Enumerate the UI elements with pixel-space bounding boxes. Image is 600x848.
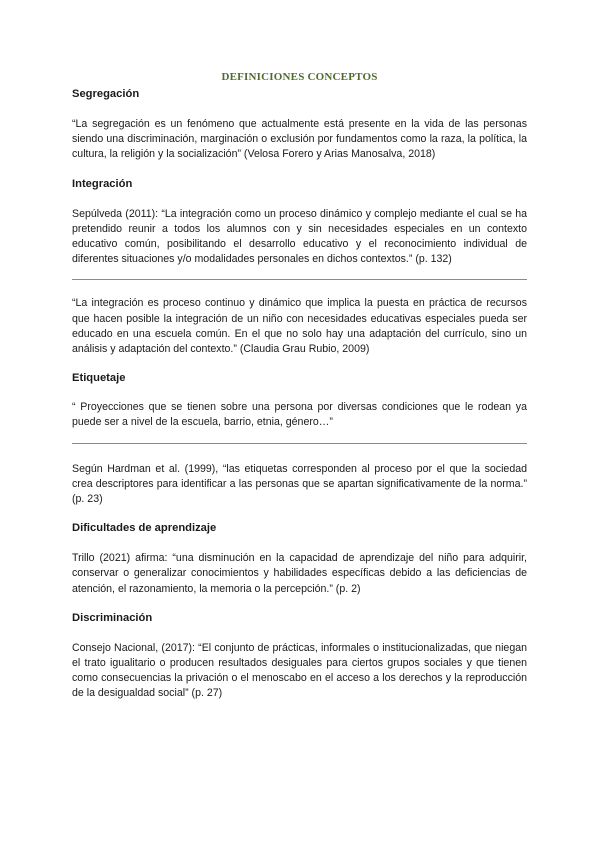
heading-segregacion: Segregación [72,88,140,100]
paragraph-dificultades: Trillo (2021) afirma: “una disminución en la capacidad de aprendizaje del niño para adquirir, conservar o generalizar conocimientos y habilidades específicas debido a las deficiencias de atención, el razonamiento, la memoria o la percepción.” (p. 2) [72,552,527,595]
heading-discriminacion: Discriminación [72,611,153,624]
paragraph-integracion-1: Sepúlveda (2011): “La integración como un proceso dinámico y complejo mediante el cual se ha pretendido reunir a todos los alumnos con y sin necesidades especiales en un contexto educativo común, posibilitando el desarrollo educativo y el reconocimiento individual de diferentes situaciones y/o modalidades personales en dichos contextos.” (p. 132) [72,207,527,266]
paragraph-integracion-2: “La integración es proceso continuo y dinámico que implica la puesta en práctica de recursos que hacen posible la integración de un niño con necesidades educativas especiales pueda ser educado en una escuela común. En el que no solo hay una adaptación del currículo, sino un análisis y adaptación del contexto.” (Claudia Grau Rubio, 2009) [72,297,527,356]
paragraph-etiquetaje-1: “ Proyecciones que se tienen sobre una persona por diversas condiciones que le rodean ya puede ser a nivel de la escuela, barrio, etnia, género…” [72,401,527,429]
document-title: DEFINICIONES CONCEPTOS [221,71,378,83]
heading-dificultades: Dificultades de aprendizaje [72,522,217,535]
paragraph-segregacion: “La segregación es un fenómeno que actualmente está presente en la vida de las personas siendo una discriminación, marginación o exclusión por fundamentos como la raza, la política, la cultura, la religión y la socialización” (Velosa Forero y Arias Manosalva, 2018) [72,118,527,161]
document-page [72,70,527,702]
paragraph-discriminacion: Consejo Nacional, (2017): “El conjunto de prácticas, informales o institucionalizadas, que niegan el trato igualitario o producen resultados desiguales para ciertos grupos sociales y que tienen como consecuencias la privación o el menoscabo en el acceso a los derechos y la reproducción de la desigualdad social” (p. 27) [72,641,527,700]
heading-integracion: Integración [72,177,133,190]
paragraph-etiquetaje-2: Según Hardman et al. (1999), “las etiquetas corresponden al proceso por el que la sociedad crea descriptores para identificar a las personas que se apartan significativamente de la norma.” (p. 23) [72,462,527,506]
heading-etiquetaje: Etiquetaje [72,372,126,385]
